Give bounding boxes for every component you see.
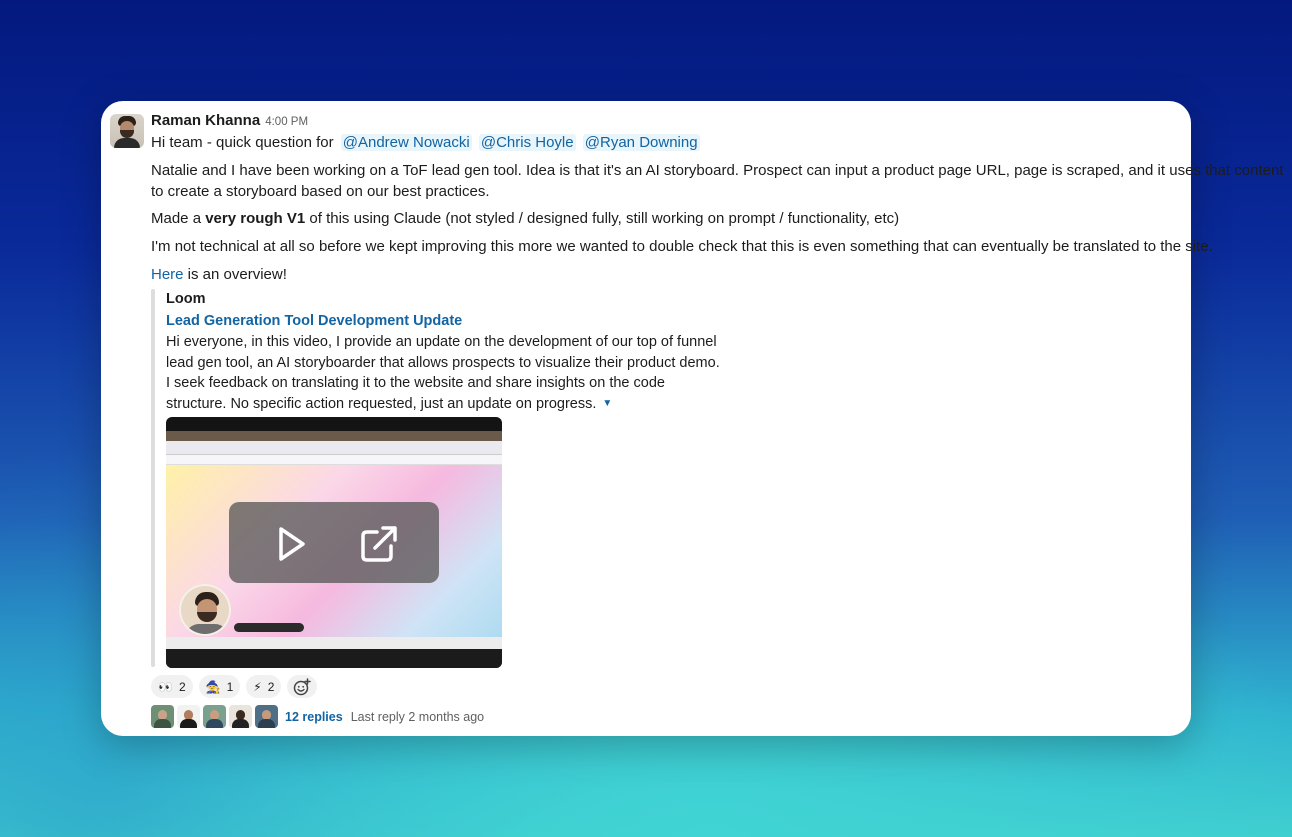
wizard-icon: 🧙 xyxy=(205,679,221,694)
paragraph-2-post: of this using Claude (not styled / designed fully, still working on prompt / functionality, etc) xyxy=(305,210,900,227)
reaction-count: 2 xyxy=(178,679,186,694)
reply-avatar xyxy=(151,705,174,728)
open-external-icon[interactable] xyxy=(359,524,399,564)
reaction-wizard[interactable] xyxy=(199,675,241,698)
paragraph-1-line-1: Natalie and I have been working on a ToF lead gen tool. Idea is that it's an AI storyboard. Prospect can input a product page URL, page is scraped, and it uses that content xyxy=(151,162,1284,179)
reply-avatar xyxy=(203,705,226,728)
video-controls xyxy=(234,623,304,632)
paragraph-3: I'm not technical at all so before we kept improving this more we wanted to double check that this is even something that can eventually be translated to the site. xyxy=(151,238,1213,255)
paragraph-2 xyxy=(151,208,899,229)
reactions-bar xyxy=(151,675,317,698)
desc-line-3: I seek feedback on translating it to the website and share insights on the code xyxy=(166,375,665,392)
mention-ryan[interactable]: @Ryan Downing xyxy=(584,134,698,151)
zap-icon: ⚡ xyxy=(253,679,262,694)
eyes-icon: 👀 xyxy=(158,679,173,694)
paragraph-4 xyxy=(151,264,287,285)
author-avatar[interactable] xyxy=(110,114,144,148)
desc-line-2: lead gen tool, an AI storyboarder that allows prospects to visualize their product demo. xyxy=(166,354,720,371)
video-overlay xyxy=(229,502,439,583)
desc-line-4: structure. No specific action requested, just an update on progress. xyxy=(166,395,597,412)
play-icon[interactable] xyxy=(271,524,311,564)
attachment-title-link[interactable]: Lead Generation Tool Development Update xyxy=(166,313,463,329)
thread-summary[interactable] xyxy=(151,705,484,728)
mention-andrew[interactable]: @Andrew Nowacki xyxy=(342,134,470,151)
add-reaction-icon xyxy=(293,678,311,696)
greeting-line xyxy=(151,132,700,153)
here-link[interactable]: Here xyxy=(151,266,184,283)
video-preview[interactable] xyxy=(166,417,502,668)
paragraph-4-rest: is an overview! xyxy=(183,266,287,283)
loom-attachment xyxy=(166,289,720,415)
reaction-count: 1 xyxy=(226,679,234,694)
reaction-zap[interactable] xyxy=(246,675,281,698)
message-timestamp[interactable]: 4:00 PM xyxy=(265,116,309,128)
add-reaction-button[interactable] xyxy=(287,675,317,698)
reply-avatar xyxy=(229,705,252,728)
message-card xyxy=(101,101,1284,736)
desc-line-1: Hi everyone, in this video, I provide an update on the development of our top of funnel xyxy=(166,334,717,350)
webcam-bubble xyxy=(179,584,231,636)
replies-link[interactable]: 12 replies xyxy=(285,709,343,724)
paragraph-2-bold: very rough V1 xyxy=(205,210,306,227)
greeting-text: Hi team - quick question for xyxy=(151,134,334,151)
reply-avatar xyxy=(255,705,278,728)
expand-caret-icon[interactable]: ▼ xyxy=(602,397,613,409)
mention-chris[interactable]: @Chris Hoyle xyxy=(480,134,574,151)
message-header xyxy=(151,112,308,130)
paragraph-2-pre: Made a xyxy=(151,210,206,227)
attachment-description xyxy=(166,332,720,415)
reaction-eyes[interactable] xyxy=(151,675,193,698)
reaction-count: 2 xyxy=(267,679,275,694)
paragraph-1-line-2: to create a storyboard based on our best practices. xyxy=(151,183,490,200)
attachment-service: Loom xyxy=(166,291,206,307)
attachment-bar xyxy=(151,289,155,667)
author-name[interactable]: Raman Khanna xyxy=(151,112,261,129)
reply-avatar xyxy=(177,705,200,728)
last-reply-text: Last reply 2 months ago xyxy=(350,709,485,724)
